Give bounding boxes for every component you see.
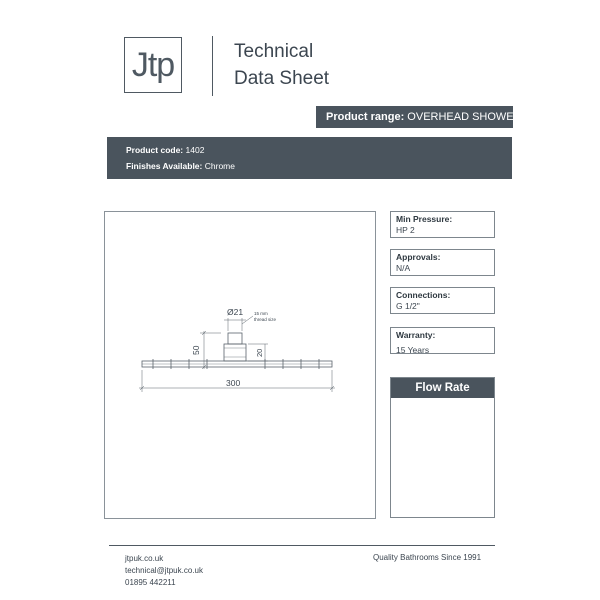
- finishes-label: Finishes Available:: [126, 161, 203, 171]
- width-label: 300: [226, 378, 241, 388]
- spec-min-pressure: [390, 211, 495, 238]
- spec-connections: [390, 287, 495, 314]
- product-range-bar: [316, 106, 522, 128]
- connector-body: [224, 344, 246, 361]
- product-code-value: 1402: [185, 145, 205, 155]
- thread-note-line2: thread size: [254, 317, 277, 322]
- spec-min-pressure-label: Min Pressure:: [396, 214, 453, 224]
- spec-warranty-label: Warranty:: [396, 330, 436, 340]
- finishes-row: [126, 158, 512, 174]
- product-code-row: [126, 142, 512, 158]
- spec-connections-label: Connections:: [396, 290, 451, 300]
- jtp-logo: [124, 37, 182, 93]
- spec-min-pressure-value: HP 2: [396, 225, 415, 235]
- footer-email[interactable]: technical@jtpuk.co.uk: [125, 566, 203, 575]
- spec-approvals: [390, 249, 495, 276]
- footer-divider: [109, 545, 495, 546]
- title-line-1: Technical: [234, 41, 314, 62]
- product-code-label: Product code:: [126, 145, 184, 155]
- logo-text: Jtp: [131, 45, 175, 84]
- footer-website[interactable]: jtpuk.co.uk: [125, 554, 164, 563]
- spec-warranty-value: 15 Years: [396, 345, 430, 355]
- spec-approvals-label: Approvals:: [396, 252, 441, 262]
- spec-approvals-value: N/A: [396, 263, 411, 273]
- thread-nut: [228, 333, 242, 344]
- title-line-2: Data Sheet: [234, 68, 330, 89]
- product-range-label: Product range:: [326, 111, 405, 123]
- height-label: 50: [191, 345, 201, 355]
- flow-rate-title: Flow Rate: [391, 378, 494, 398]
- spec-warranty: [390, 327, 495, 354]
- shower-head-drawing: [105, 212, 375, 518]
- finishes-value: Chrome: [204, 161, 235, 171]
- footer-tagline: Quality Bathrooms Since 1991: [373, 553, 482, 562]
- spec-connections-value: G 1/2": [396, 301, 420, 311]
- document-title: [234, 38, 329, 92]
- footer-phone: 01895 442211: [125, 578, 176, 587]
- logo-divider: [212, 36, 213, 96]
- diameter-label: Ø21: [227, 307, 244, 317]
- flow-rate-panel: [390, 377, 495, 518]
- arm-height-label: 20: [255, 348, 264, 357]
- thread-note-line1: 15 mm: [254, 311, 268, 316]
- product-info-bar: [107, 137, 512, 179]
- technical-drawing-panel: [104, 211, 376, 519]
- footer-contact: [125, 553, 203, 589]
- product-range-value: OVERHEAD SHOWER: [407, 111, 522, 123]
